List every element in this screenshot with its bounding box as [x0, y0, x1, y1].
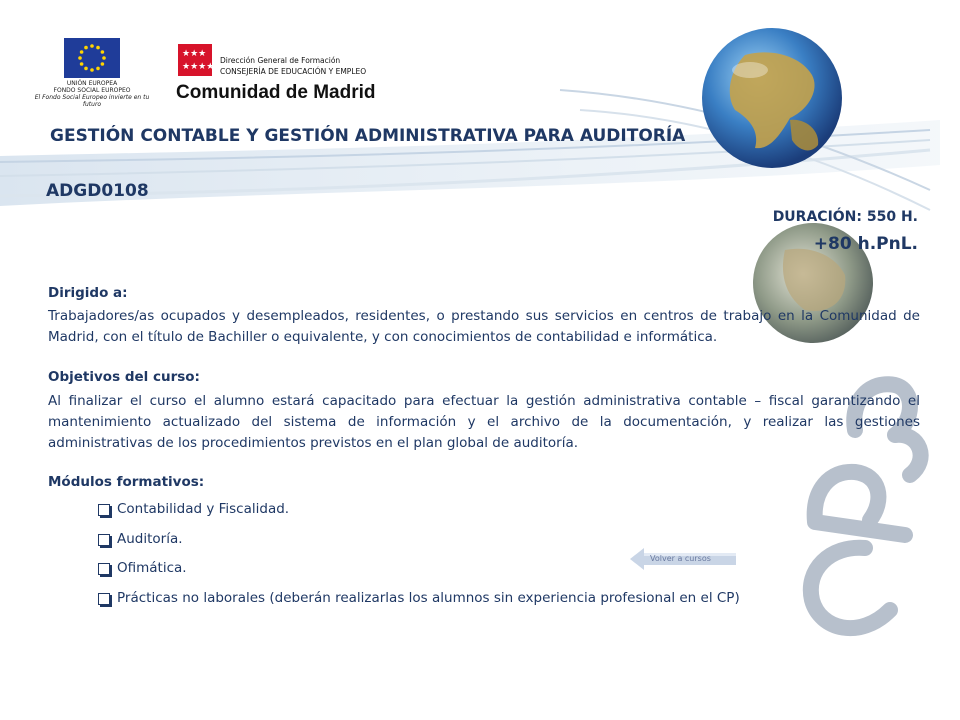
- list-item: [98, 590, 740, 620]
- dirigido-text: Trabajadores/as ocupados y desempleados, residentes, o prestando sus servicios en centros de trabajo en la Comunidad de Madrid, con el título de Bachiller o equivalente, y con conocimientos de contabilidad e informática.: [48, 308, 920, 345]
- madrid-logo-line2: CONSEJERÍA DE EDUCACIÓN Y EMPLEO: [220, 67, 367, 76]
- eu-flag-icon: [64, 38, 120, 78]
- eu-logo-line3: El Fondo Social Europeo invierte en tu futuro: [34, 94, 150, 108]
- back-to-courses-button[interactable]: [630, 548, 736, 570]
- module-label: Prácticas no laborales (deberán realizarlas los alumnos sin experiencia profesional en el CP): [117, 589, 740, 606]
- course-title: GESTIÓN CONTABLE Y GESTIÓN ADMINISTRATIVA PARA AUDITORÍA: [50, 126, 686, 146]
- back-to-courses-label: Volver a cursos: [650, 554, 711, 563]
- checkbox-bullet-icon: [98, 563, 110, 575]
- madrid-flag-icon: [178, 44, 212, 76]
- eu-logo: [32, 38, 152, 110]
- checkbox-bullet-icon: [98, 534, 110, 546]
- madrid-logo-line3: Comunidad de Madrid: [176, 82, 376, 103]
- list-item: [98, 501, 740, 531]
- module-label: Ofimática.: [117, 560, 187, 576]
- checkbox-bullet-icon: [98, 504, 110, 516]
- course-code: ADGD0108: [46, 181, 149, 201]
- course-duration: DURACIÓN: 550 H.: [772, 209, 918, 225]
- modulos-heading: Módulos formativos:: [48, 474, 205, 490]
- module-label: Auditoría.: [117, 530, 183, 547]
- madrid-logo: [176, 42, 396, 103]
- svg-text:★★★: ★★★: [182, 49, 207, 59]
- eu-logo-line2: FONDO SOCIAL EUROPEO: [53, 87, 131, 94]
- eu-logo-line1: UNIÓN EUROPEA: [66, 80, 118, 87]
- module-label: Contabilidad y Fiscalidad.: [117, 501, 290, 517]
- course-extra-hours: +80 h.PnL.: [813, 234, 918, 254]
- objetivos-text: Al finalizar el curso el alumno estará capacitado para efectuar la gestión administrativa contable – fiscal garantizando el mantenimiento actualizado del sistema de información y el archivo de la documentación, y realizar las gestiones administrativas de los procedimientos previstos en el plan global de auditoría.: [48, 393, 920, 451]
- globe-icon: [702, 28, 842, 168]
- objetivos-heading: Objetivos del curso:: [48, 369, 200, 385]
- madrid-logo-line1: Dirección General de Formación: [220, 56, 341, 65]
- checkbox-bullet-icon: [98, 593, 110, 605]
- svg-text:★★★★: ★★★★: [182, 62, 212, 72]
- dirigido-heading: Dirigido a:: [48, 285, 128, 301]
